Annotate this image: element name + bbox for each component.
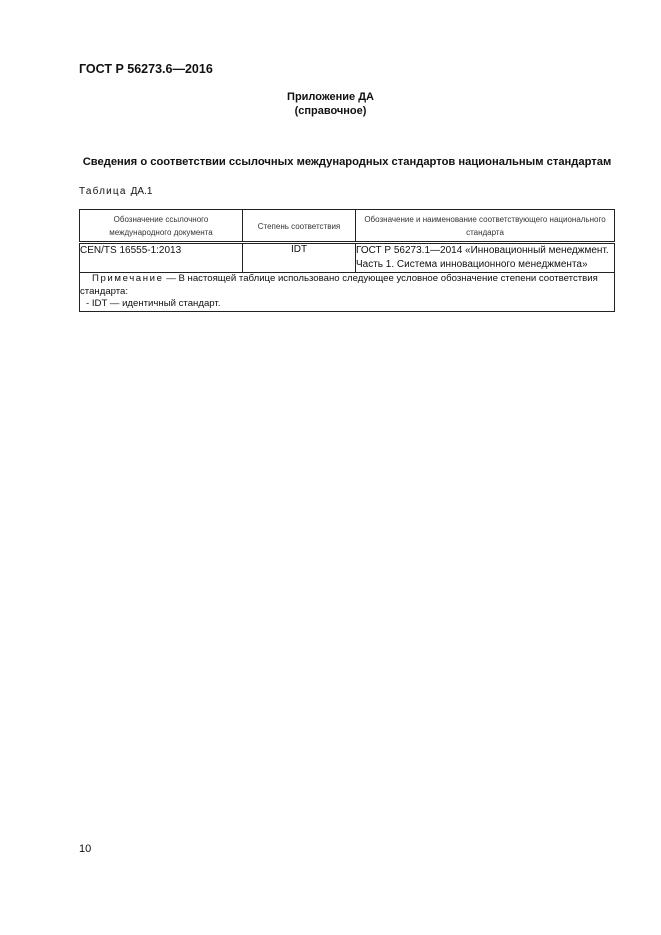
cell-degree: IDT — [243, 243, 356, 273]
annex-subtitle: (справочное) — [294, 105, 367, 117]
cell-national-standard — [356, 243, 615, 273]
table-caption-number: ДА.1 — [130, 186, 153, 197]
cell-international-doc: CEN/TS 16555-1:2013 — [80, 243, 243, 273]
table-header-row — [80, 210, 615, 243]
annex-title: Приложение ДА — [287, 91, 374, 103]
national-standard-line-2: Часть 1. Система инновационного менеджмента» — [356, 259, 588, 270]
note-label: Примечание — [92, 273, 164, 284]
column-header-national-standard: Обозначение и наименование соответствующего национального стандарта — [356, 210, 615, 243]
annex-heading — [0, 90, 661, 118]
table-caption-label: Таблица — [79, 186, 127, 197]
column-header-degree: Степень соответствия — [243, 210, 356, 243]
table-row — [80, 243, 615, 273]
section-title: Сведения о соответствии ссылочных международных стандартов национальным стандартам — [82, 156, 612, 168]
document-code: ГОСТ Р 56273.6—2016 — [79, 62, 213, 76]
national-standard-line-1: ГОСТ Р 56273.1—2014 «Инновационный менеджмент. — [356, 245, 609, 256]
note-text: — В настоящей таблице использовано следующее условное обозначение степени соответствия стандарта: — [80, 273, 598, 297]
note-item: - IDT — идентичный стандарт. — [86, 298, 221, 309]
table-caption — [79, 186, 152, 197]
page-number: 10 — [79, 843, 92, 855]
column-header-international-doc: Обозначение ссылочного международного документа — [80, 210, 243, 243]
table-note-row — [80, 273, 615, 312]
table-note — [80, 273, 615, 312]
standards-correspondence-table — [79, 209, 615, 312]
